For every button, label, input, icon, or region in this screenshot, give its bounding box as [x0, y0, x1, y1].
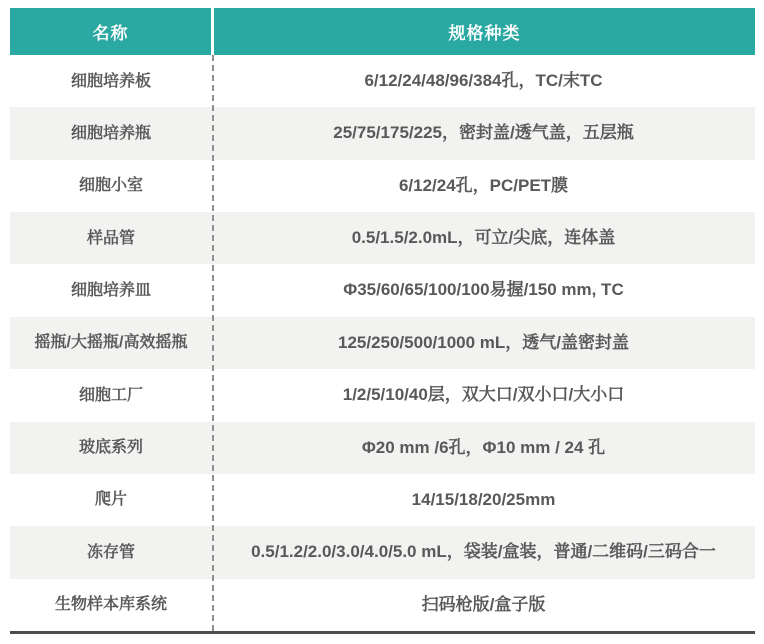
table-row: [10, 212, 755, 264]
row-spec-cell: Φ20 mm /6孔，Φ10 mm / 24 孔: [361, 437, 606, 457]
table-header-row: [10, 8, 755, 55]
table-row: [10, 369, 755, 421]
row-spec-cell: Φ35/60/65/100/100易握/150 mm, TC: [343, 280, 624, 300]
row-name-cell: 生物样本库系统: [54, 596, 167, 614]
row-name-cell: 玻底系列: [78, 439, 143, 457]
row-name-cell: 细胞培养瓶: [70, 124, 151, 142]
row-spec-cell: 14/15/18/20/25mm: [411, 489, 556, 509]
row-spec-cell: 1/2/5/10/40层，双大口/双小口/大小口: [342, 385, 625, 405]
table-row: [10, 579, 755, 631]
table-row: [10, 526, 755, 578]
row-spec-cell: 6/12/24孔，PC/PET膜: [398, 175, 569, 195]
row-name-cell: 细胞工厂: [78, 386, 143, 404]
row-spec-cell: 125/250/500/1000 mL，透气/盖密封盖: [337, 332, 630, 352]
table-row: [10, 422, 755, 474]
table-row: [10, 317, 755, 369]
spec-table: [10, 8, 755, 634]
row-spec-cell: 6/12/24/48/96/384孔，TC/末TC: [364, 70, 603, 90]
row-spec-cell: 0.5/1.2/2.0/3.0/4.0/5.0 mL，袋装/盒装，普通/二维码/三码合一: [251, 542, 716, 562]
row-name-cell: 样品管: [86, 229, 135, 247]
row-spec-cell: 25/75/175/225，密封盖/透气盖，五层瓶: [333, 123, 634, 143]
table-row: [10, 55, 755, 107]
row-name-cell: 爬片: [94, 491, 127, 509]
row-spec-cell: 扫码枪版/盒子版: [421, 594, 546, 614]
header-cell-name: 名称: [10, 8, 211, 55]
row-name-cell: 细胞培养皿: [70, 282, 151, 300]
table-row: [10, 107, 755, 159]
row-spec-cell: 0.5/1.5/2.0mL，可立/尖底，连体盖: [351, 228, 616, 248]
table-row: [10, 474, 755, 526]
header-cell-spec: 规格种类: [214, 8, 755, 55]
row-name-cell: 冻存管: [86, 543, 135, 561]
row-name-cell: 细胞小室: [78, 177, 143, 195]
row-name-cell: 摇瓶/大摇瓶/高效摇瓶: [34, 334, 188, 352]
table-body: [10, 55, 755, 631]
table-row: [10, 264, 755, 316]
table-row: [10, 160, 755, 212]
row-name-cell: 细胞培养板: [70, 72, 151, 90]
